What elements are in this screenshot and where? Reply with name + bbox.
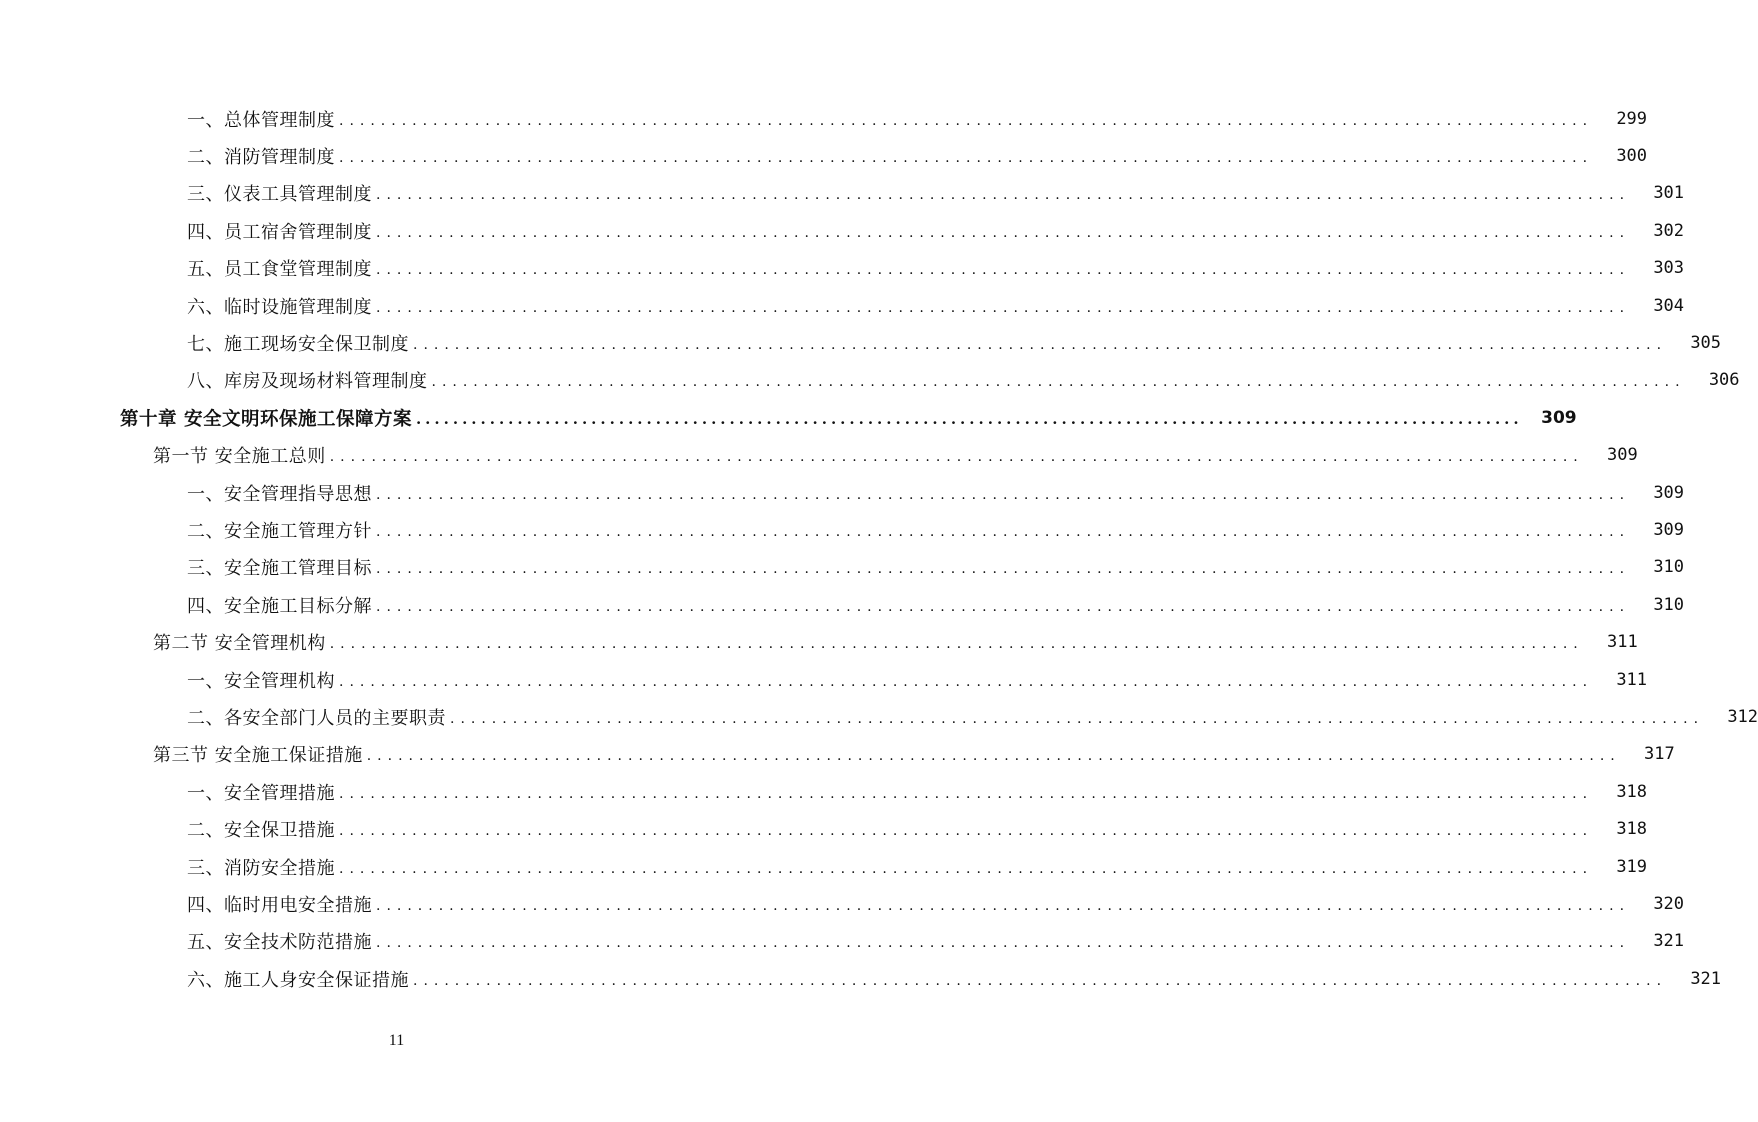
toc-entry-title: 三、仪表工具管理制度 (187, 184, 372, 206)
toc-entry-section[interactable] (0, 736, 1675, 773)
toc-entry-page: 311 (1616, 669, 1648, 690)
toc-entry-title: 二、安全保卫措施 (187, 820, 335, 842)
toc-entry-page: 320 (1653, 893, 1685, 914)
toc-entry[interactable] (0, 923, 1685, 960)
toc-entry-page: 306 (1708, 370, 1740, 391)
dot-leader: ........................................................................................................................ (376, 897, 1631, 914)
toc-entry-title: 三、消防安全措施 (187, 857, 335, 879)
toc-entry[interactable] (0, 661, 1648, 698)
toc-entry-page: 321 (1690, 968, 1722, 989)
dot-leader: ........................................................................................................................ (415, 410, 1523, 429)
toc-entry[interactable] (0, 698, 1758, 735)
toc-entry[interactable] (0, 362, 1740, 399)
toc-entry-page: 309 (1653, 482, 1685, 503)
dot-leader: ........................................................................................................................ (339, 785, 1594, 802)
dot-leader: ........................................................................................................................ (376, 935, 1631, 952)
dot-leader: ........................................................................................................................ (366, 748, 1621, 765)
dot-leader: ........................................................................................................................ (339, 150, 1594, 167)
toc-entry-title: 第一节 安全施工总则 (153, 446, 326, 468)
dot-leader: ........................................................................................................................ (376, 299, 1631, 316)
toc-entry-page: 302 (1653, 220, 1685, 241)
toc-entry[interactable] (0, 960, 1722, 997)
toc-entry-title: 六、临时设施管理制度 (187, 296, 372, 318)
dot-leader: ........................................................................................................................ (450, 710, 1705, 727)
toc-entry-page: 300 (1616, 146, 1648, 167)
toc-entry-section[interactable] (0, 437, 1638, 474)
dot-leader: ........................................................................................................................ (329, 449, 1584, 466)
toc-entry-title: 一、安全管理措施 (187, 782, 335, 804)
dot-leader: ........................................................................................................................ (376, 523, 1631, 540)
toc-entry-page: 319 (1616, 856, 1648, 877)
toc-entry[interactable] (0, 250, 1685, 287)
dot-leader: ........................................................................................................................ (376, 224, 1631, 241)
toc-entry-page: 311 (1607, 632, 1638, 653)
toc-entry-page: 309 (1607, 445, 1638, 466)
toc-entry-title: 第十章 安全文明环保施工保障方案 (120, 408, 412, 430)
dot-leader: ........................................................................................................................ (376, 486, 1631, 503)
toc-entry[interactable] (0, 885, 1685, 922)
dot-leader: ........................................................................................................................ (376, 187, 1631, 204)
toc-entry-title: 四、临时用电安全措施 (187, 894, 372, 916)
dot-leader: ........................................................................................................................ (376, 262, 1631, 279)
toc-entry-title: 五、员工食堂管理制度 (187, 259, 372, 281)
toc-entry-page: 318 (1616, 781, 1648, 802)
toc-entry-title: 八、库房及现场材料管理制度 (187, 371, 428, 393)
dot-leader: ........................................................................................................................ (431, 374, 1686, 391)
toc-entry[interactable] (0, 137, 1648, 174)
toc-entry-page: 309 (1541, 407, 1577, 428)
dot-leader: ........................................................................................................................ (339, 112, 1594, 129)
toc-entry-section[interactable] (0, 623, 1638, 660)
dot-leader: ........................................................................................................................ (376, 561, 1631, 578)
toc-entry-page: 317 (1644, 744, 1675, 765)
toc-entry-page: 304 (1653, 295, 1685, 316)
dot-leader: ........................................................................................................................ (413, 972, 1668, 989)
toc-entry-title: 七、施工现场安全保卫制度 (187, 334, 409, 356)
toc-entry-page: 303 (1653, 258, 1685, 279)
toc-entry[interactable] (0, 287, 1685, 324)
toc-entry[interactable] (0, 848, 1648, 885)
toc-entry[interactable] (0, 175, 1685, 212)
toc-entry-title: 第二节 安全管理机构 (153, 633, 326, 655)
toc-entry-chapter[interactable] (0, 399, 1577, 436)
toc-entry[interactable] (0, 212, 1685, 249)
toc-entry[interactable] (0, 511, 1685, 548)
dot-leader: ........................................................................................................................ (413, 337, 1668, 354)
dot-leader: ........................................................................................................................ (339, 673, 1594, 690)
toc-entry-title: 五、安全技术防范措施 (187, 932, 372, 954)
toc-entry[interactable] (0, 586, 1685, 623)
toc-entry-title: 二、各安全部门人员的主要职责 (187, 707, 446, 729)
toc-entry[interactable] (0, 549, 1685, 586)
toc-entry-title: 六、施工人身安全保证措施 (187, 969, 409, 991)
toc-entry-title: 一、安全管理机构 (187, 670, 335, 692)
toc-entry-title: 第三节 安全施工保证措施 (153, 745, 363, 767)
toc-entry[interactable] (0, 100, 1648, 137)
page-number: 11 (388, 1032, 405, 1049)
toc-entry-title: 一、安全管理指导思想 (187, 483, 372, 505)
toc-entry-title: 四、员工宿舍管理制度 (187, 221, 372, 243)
toc-entry-page: 310 (1653, 594, 1685, 615)
toc-entry[interactable] (0, 324, 1722, 361)
toc-entry-page: 312 (1727, 706, 1758, 727)
dot-leader: ........................................................................................................................ (339, 860, 1594, 877)
toc-entry-page: 299 (1616, 108, 1648, 129)
toc-entry[interactable] (0, 810, 1648, 847)
dot-leader: ........................................................................................................................ (376, 598, 1631, 615)
toc-entry-title: 一、总体管理制度 (187, 109, 335, 131)
toc-entry-page: 301 (1653, 183, 1685, 204)
toc-entry-page: 305 (1690, 333, 1722, 354)
toc-entry-page: 310 (1653, 557, 1685, 578)
table-of-contents (0, 100, 1758, 997)
toc-entry[interactable] (0, 474, 1685, 511)
toc-entry-page: 318 (1616, 819, 1648, 840)
toc-entry-title: 二、消防管理制度 (187, 147, 335, 169)
toc-entry-title: 四、安全施工目标分解 (187, 595, 372, 617)
toc-entry-page: 309 (1653, 519, 1685, 540)
dot-leader: ........................................................................................................................ (329, 636, 1584, 653)
dot-leader: ........................................................................................................................ (339, 823, 1594, 840)
toc-entry-title: 三、安全施工管理目标 (187, 558, 372, 580)
toc-entry-page: 321 (1653, 931, 1685, 952)
toc-entry-title: 二、安全施工管理方针 (187, 520, 372, 542)
toc-entry[interactable] (0, 773, 1648, 810)
